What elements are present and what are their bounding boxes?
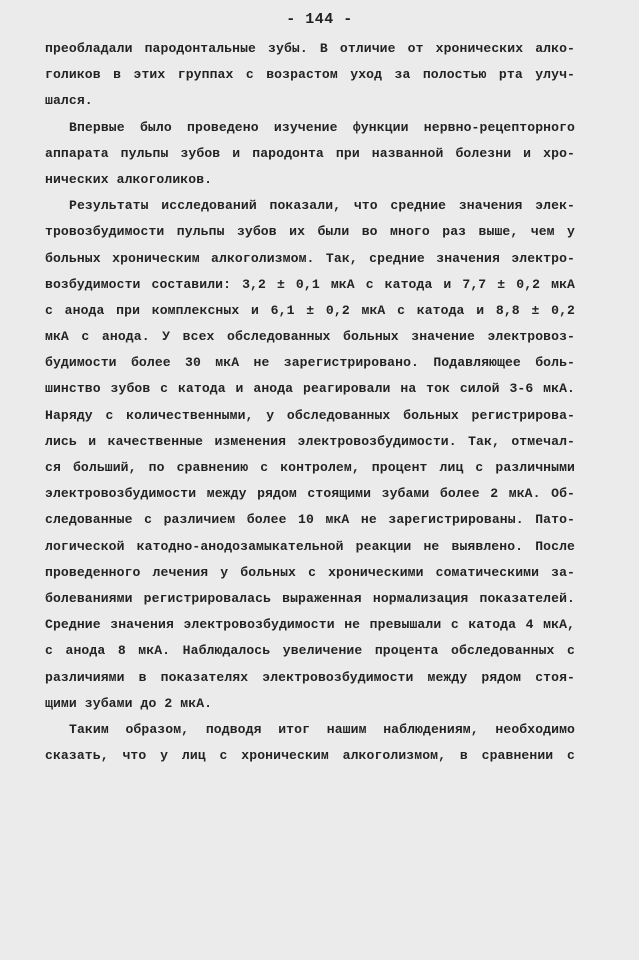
text-line: Результаты исследований показали, что средние значения элек-: [69, 198, 575, 214]
text-line: преобладали пародонтальные зубы. В отличие от хронических алко-: [45, 41, 575, 56]
text-line: нических алкоголиков.: [45, 171, 213, 187]
text-line: тровозбудимости пульпы зубов их были во много раз выше, чем у: [45, 224, 575, 240]
text-line: болеваниями регистрировалась выраженная нормализация показателей.: [45, 590, 575, 606]
text-line: следованные с различием более 10 мкА не зарегистрированы. Пато-: [45, 512, 575, 528]
text-line: логической катодно-анодозамыкательной реакции не выявлено. После: [45, 538, 575, 554]
text-line: Наряду с количественными, у обследованных больных регистрирова-: [45, 407, 575, 423]
text-line: мкА с анода. У всех обследованных больных значение электровоз-: [45, 329, 575, 345]
text-line: с анода 8 мкА. Наблюдалось увеличение процента обследованных с: [45, 643, 575, 659]
text-line: лись и качественные изменения электровозбудимости. Так, отмечал-: [45, 433, 575, 449]
text-line: Таким образом, подводя итог нашим наблюдениям, необходимо: [69, 721, 575, 737]
text-line: шинство зубов с катода и анода реагировали на ток силой 3-6 мкА.: [45, 381, 575, 397]
text-line: шался.: [45, 93, 93, 109]
text-line: будимости более 30 мкА не зарегистрировано. Подавляющее боль-: [45, 355, 575, 371]
text-line: ся больший, по сравнению с контролем, процент лиц с различными: [45, 460, 575, 475]
text-line: возбудимости составили: 3,2 ± 0,1 мкА с катода и 7,7 ± 0,2 мкА: [45, 276, 575, 292]
body-text: [45, 36, 575, 769]
text-line: различиями в показателях электровозбудимости между рядом стоя-: [45, 669, 575, 685]
page-number: - 144 -: [286, 11, 353, 28]
text-line: голиков в этих группах с возрастом уход за полостью рта улуч-: [45, 67, 575, 83]
text-line: электровозбудимости между рядом стоящими зубами более 2 мкА. Об-: [45, 486, 575, 502]
text-line: с анода при комплексных и 6,1 ± 0,2 мкА с катода и 8,8 ± 0,2: [45, 302, 575, 318]
text-line: аппарата пульпы зубов и пародонта при названной болезни и хро-: [45, 145, 575, 161]
text-line: проведенного лечения у больных с хроническими соматическими за-: [45, 564, 575, 580]
text-line: сказать, что у лиц с хроническим алкоголизмом, в сравнении с: [45, 748, 575, 764]
text-line: Впервые было проведено изучение функции нервно-рецепторного: [69, 119, 575, 135]
text-line: больных хроническим алкоголизмом. Так, средние значения электро-: [45, 250, 575, 266]
text-line: Средние значения электровозбудимости не превышали с катода 4 мкА,: [45, 617, 575, 633]
text-line: щими зубами до 2 мкА.: [45, 695, 213, 711]
